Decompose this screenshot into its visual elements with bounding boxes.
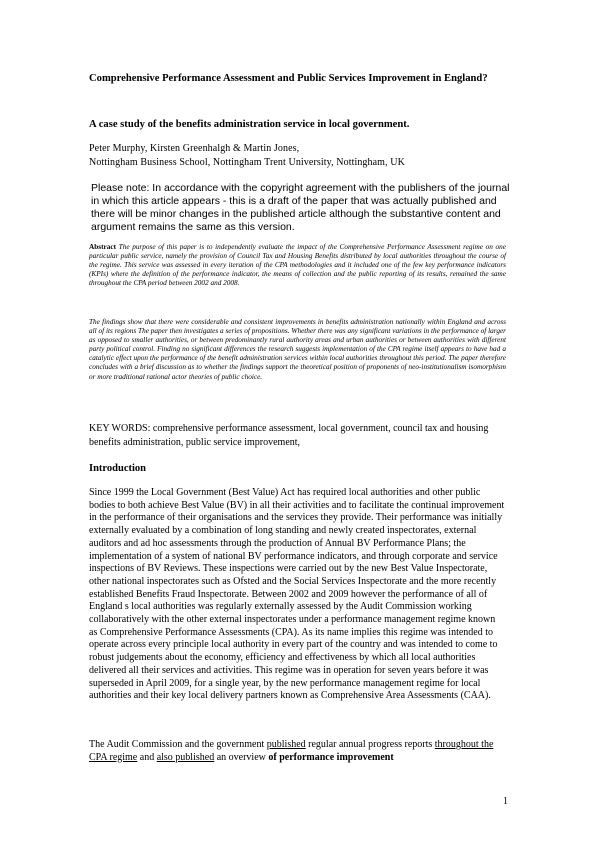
abstract-label: Abstract bbox=[89, 243, 116, 251]
abstract bbox=[89, 243, 506, 288]
bold-performance-improvement: of performance improvement bbox=[268, 751, 394, 763]
page-number: 1 bbox=[503, 796, 508, 807]
keywords: KEY WORDS: comprehensive performance assessment, local government, council tax and housing benefits administration, public service improvement, bbox=[89, 423, 489, 448]
section-heading-introduction: Introduction bbox=[89, 463, 146, 474]
closing-text-4: an overview bbox=[214, 751, 269, 763]
underlined-also-published: also published bbox=[156, 751, 215, 763]
author-block bbox=[89, 142, 506, 170]
closing-paragraph bbox=[89, 739, 506, 764]
closing-text-1: The Audit Commission and the government bbox=[89, 739, 267, 750]
abstract-findings: The findings show that there were considerable and consistent improvements in benefits administration nationally within England and across all of its regions The paper then investigates a series of propositions. Whether there was any significant variations in the performance of larger as opposed to smaller authorities, or between predominantly rural authority areas and urban authorities or between authorities with different party political control. Finding no significant differences the research suggests implementation of the CPA regime itself appears to have had a catalytic effect upon the performance of the benefit administration services within local authorities throughout this period. The paper therefore concludes with a brief discussion as to whether the findings support the theoretical position of proponents of neo-institutionalism isomorphism or more traditional rational actor theories of public choice. bbox=[89, 318, 506, 381]
author-names: Peter Murphy, Kirsten Greenhalgh & Martin Jones, bbox=[89, 143, 300, 154]
intro-paragraph: Since 1999 the Local Government (Best Value) Act has required local authorities and other public bodies to both achieve Best Value (BV) in all their activities and to facilitate the continual improvement in the performance of their organisations and the services they provide. Their performance was initially externally evaluated by a combination of long standing and newly created inspectorates, external auditors and ad hoc assessments through the production of Annual BV Performance Plans; the implementation of a system of national BV performance indicators, and through corporate and service inspections of BV Reviews. These inspections were carried out by the new Best Value Inspectorate, other national inspectorates such as Ofsted and the Social Services Inspectorate and the more recently established Benefits Fraud Inspectorate. Between 2002 and 2009 however the performance of all of England s local authorities was regularly externally assessed by the Audit Commission working collaboratively with the other external inspectorates under a performance management regime known as Comprehensive Performance Assessments (CPA). As its name implies this regime was intended to operate across every principle local authority in every part of the country and was intended to come to robust judgements about the economy, efficiency and effectiveness by which all local authorities delivered all their services and activities. This regime was in operation for seven years before it was superseded in April 2009, for a single year, by the new performance management regime for local authorities and their key local delivery partners known as Comprehensive Area Assessments (CAA). bbox=[89, 487, 505, 702]
abstract-text: The purpose of this paper is to independently evaluate the impact of the Comprehensive Performance Assessment regime on one particular public service, namely the provision of Council Tax and Housing Benefits distributed by local authorities throughout the course of the regime. This service was assessed in every iteration of the CPA methodologies and it included one of the few key performance indicators (KPIs) where the definition of the performance indicator, the means of collection and the public reporting of its results, remained the same throughout the CPA period between 2002 and 2008. bbox=[89, 243, 507, 288]
paper-subtitle: A case study of the benefits administration service in local government. bbox=[89, 119, 410, 130]
closing-text-2: regular annual progress reports bbox=[305, 739, 435, 750]
underlined-published: published bbox=[266, 739, 306, 750]
paper-title: Comprehensive Performance Assessment and Public Services Improvement in England? bbox=[89, 73, 488, 84]
closing-text-3: and bbox=[137, 751, 157, 763]
author-affiliation: Nottingham Business School, Nottingham Trent University, Nottingham, UK bbox=[89, 157, 405, 168]
underlined-cpa-regime: throughout the CPA regime bbox=[89, 739, 494, 763]
copyright-notice: Please note: In accordance with the copyright agreement with the publishers of the journal in which this article appears - this is a draft of the paper that was actually published and there will be minor changes in the published article although the substantive content and argument remains the same as this version. bbox=[91, 182, 510, 233]
